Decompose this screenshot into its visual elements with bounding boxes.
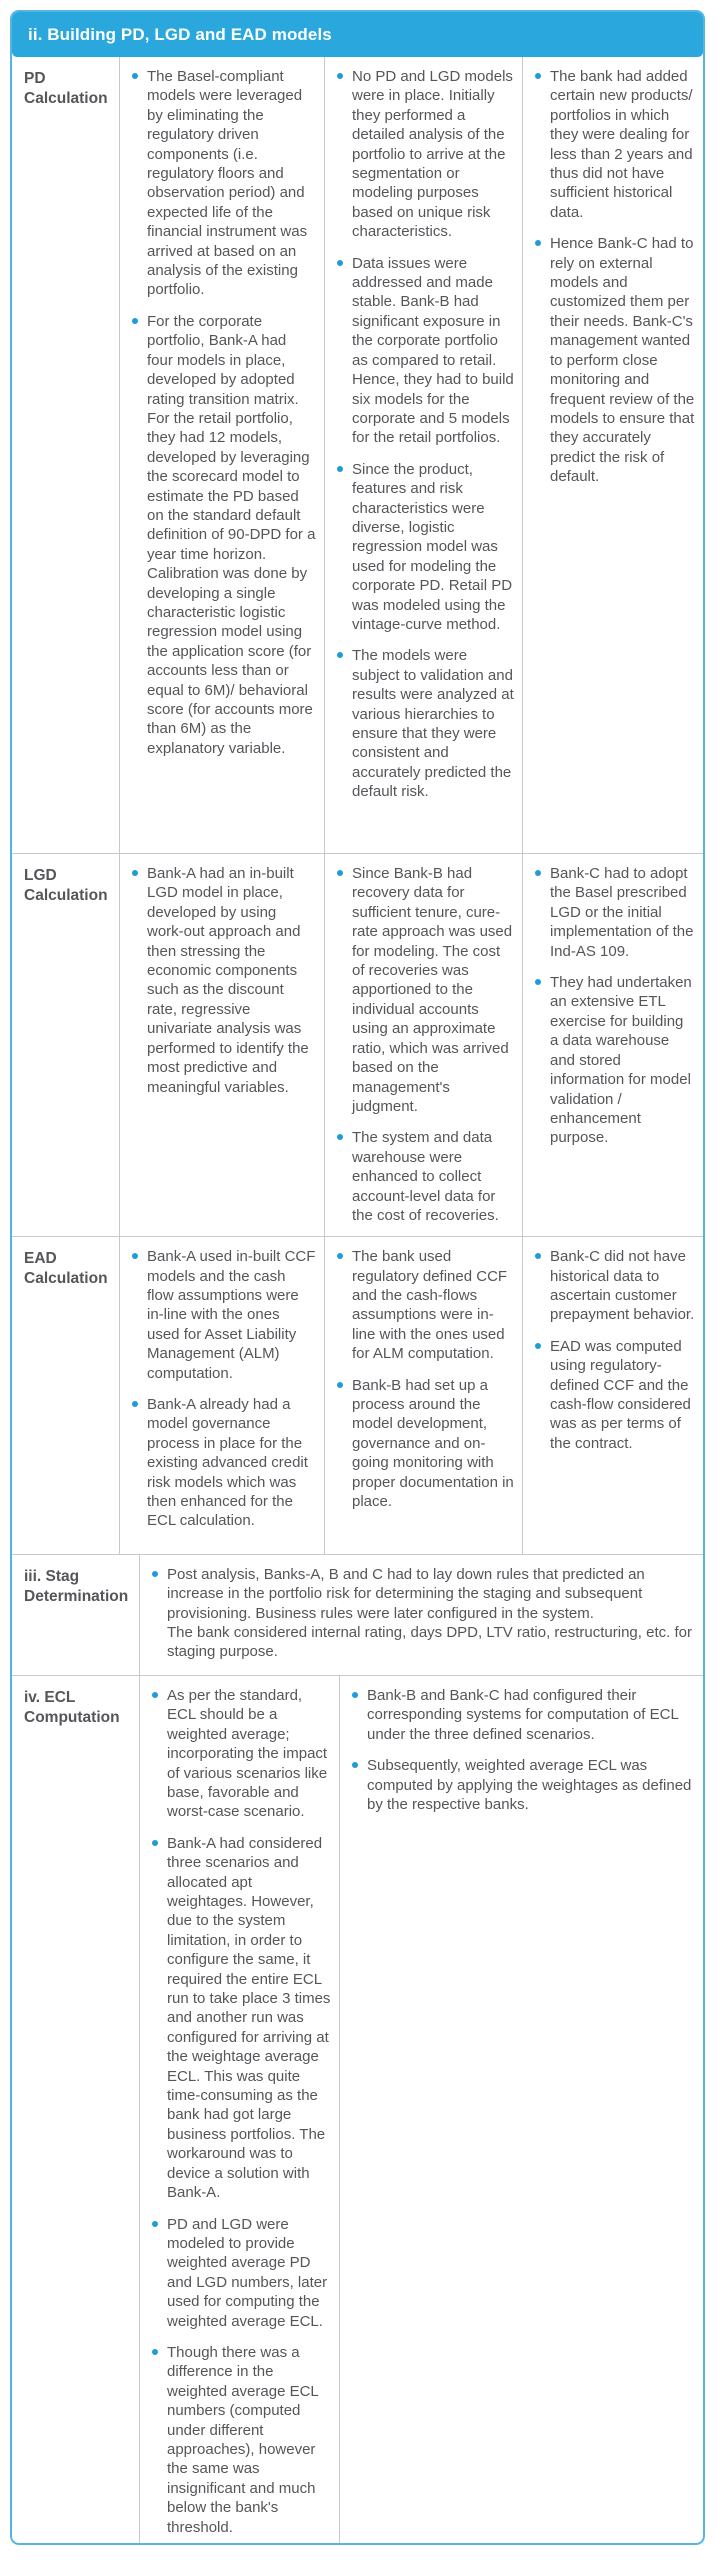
bullet-text: EAD was computed using regulatory-defined CCF and the cash-flow considered was as per terms of the contract. — [550, 1337, 691, 1452]
bullet-text: As per the standard, ECL should be a weighted average; incorporating the impact of various scenarios like base, favorable and worst-case scenario. — [167, 1686, 328, 1821]
bullet-item — [152, 2215, 331, 2331]
bullet-item — [535, 1337, 695, 1453]
bullet-list — [337, 864, 514, 1225]
bullet-icon — [337, 73, 343, 79]
bullet-icon — [132, 1401, 138, 1407]
row-label-ecl: iv. ECL Computation — [24, 1688, 120, 1726]
bullet-text: The bank considered internal rating, days DPD, LTV ratio, restructuring, etc. for staging purpose. — [167, 1624, 692, 1661]
bullet-icon — [535, 1253, 541, 1259]
bullet-icon — [337, 1253, 343, 1259]
bullet-text: No PD and LGD models were in place. Initially they performed a detailed analysis of the portfolio to arrive at the segmentation or modeling purposes based on unique risk characteristics. — [352, 68, 513, 241]
bullet-item — [152, 1686, 331, 1822]
bullet-item — [535, 67, 695, 222]
lgd-cell-bank-a — [119, 854, 324, 1236]
bullet-item — [152, 1834, 331, 2203]
bullet-item — [132, 1247, 316, 1383]
bullet-text: Bank-C did not have historical data to ascertain customer prepayment behavior. — [550, 1248, 695, 1324]
bullet-item — [132, 1395, 316, 1531]
lgd-cell-bank-b — [324, 854, 522, 1236]
bullet-item — [535, 1247, 695, 1325]
bullet-icon — [152, 2221, 158, 2227]
bullet-text: Bank-C had to adopt the Basel prescribed LGD or the initial implementation of the Ind-AS 109. — [550, 865, 694, 960]
bullet-icon — [152, 2349, 158, 2355]
table-row-pd-calculation — [12, 57, 703, 853]
lgd-cell-bank-c — [522, 854, 703, 1236]
stag-cell-all-banks — [139, 1555, 703, 1675]
bullet-list — [337, 1247, 514, 1511]
bullet-list — [535, 864, 695, 1148]
bullet-item — [337, 67, 514, 242]
bullet-icon — [337, 260, 343, 266]
bullet-item — [337, 1128, 514, 1225]
bullet-icon — [535, 870, 541, 876]
bullet-icon — [132, 870, 138, 876]
table-row-lgd-calculation — [12, 853, 703, 1236]
row-label-stag: iii. Stag Determination — [24, 1567, 129, 1605]
bullet-list — [132, 67, 316, 758]
ecl-cell-bank-a — [139, 1676, 339, 2543]
bullet-text: Subsequently, weighted average ECL was computed by applying the weightages as defined by the respective banks. — [367, 1757, 692, 1813]
bullet-item — [337, 1247, 514, 1363]
pd-cell-bank-c — [522, 57, 703, 853]
bullet-item — [352, 1686, 695, 1744]
bullet-text: Since the product, features and risk characteristics were diverse, logistic regression model was used for modeling the corporate PD. Retail PD was modeled using the vintage-curve method. — [352, 460, 513, 633]
bullet-item — [152, 1565, 695, 1623]
bullet-text: The bank used regulatory defined CCF and the cash-flows assumptions were in-line with the ones used for ALM computation. — [352, 1248, 508, 1363]
bullet-text: They had undertaken an extensive ETL exercise for building a data warehouse and stored information for model validation / enhancement purpose. — [550, 974, 692, 1147]
bullet-icon — [352, 1692, 358, 1698]
table-row-ecl-computation — [12, 1675, 703, 2543]
bullet-icon — [337, 652, 343, 658]
bullet-list — [352, 1686, 695, 1814]
bullet-list — [152, 1565, 695, 1662]
ead-cell-bank-b — [324, 1237, 522, 1554]
bullet-list — [535, 1247, 695, 1453]
bullet-text: The models were subject to validation and results were analyzed at various hierarchies to ensure that they were consistent and accurately predicted the default risk. — [352, 647, 514, 801]
bullet-text: Since Bank-B had recovery data for sufficient tenure, cure-rate approach was used for modeling. The cost of recoveries was apportioned to the individual accounts using an approximate ratio, which was arrived based on the management's judgment. — [352, 865, 513, 1115]
bullet-icon — [132, 318, 138, 324]
models-table — [10, 10, 705, 2545]
bullet-text: Bank-A had an in-built LGD model in place, developed by using work-out approach and then stressing the economic components such as the discount rate, regressive univariate analysis was performed to identify the most predictive and meaningful variables. — [147, 865, 309, 1096]
bullet-icon — [152, 1571, 158, 1577]
bullet-text: Bank-B and Bank-C had configured their corresponding systems for computation of ECL under the three defined scenarios. — [367, 1686, 679, 1743]
bullet-item — [132, 312, 316, 758]
bullet-item — [352, 1756, 695, 1814]
table-row-ead-calculation — [12, 1236, 703, 1554]
section-title: ii. Building PD, LGD and EAD models — [28, 24, 332, 44]
bullet-list — [132, 864, 316, 1097]
bullet-text: Bank-A already had a model governance process in place for the existing advanced credit risk models which was then enhanced for the ECL calculation. — [147, 1396, 308, 1530]
bullet-item — [337, 646, 514, 801]
bullet-item — [152, 2343, 331, 2537]
bullet-list — [132, 1247, 316, 1531]
bullet-icon — [132, 73, 138, 79]
bullet-text: Bank-A used in-built CCF models and the cash flow assumptions were in-line with the ones used for Asset Liability Management (ALM) computation. — [147, 1248, 316, 1382]
bullet-icon — [152, 1692, 158, 1698]
bullet-icon — [352, 1762, 358, 1768]
row-label-lgd: LGD Calculation — [24, 867, 108, 905]
bullet-text: The system and data warehouse were enhanced to collect account-level data for the cost of recoveries. — [352, 1129, 499, 1224]
bullet-item — [535, 234, 695, 486]
bullet-text: Bank-A had considered three scenarios and allocated apt weightages. However, due to the system limitation, in order to configure the same, it required the entire ECL run to take place 3 times and another run was configured for arriving at the weightage average ECL. This was quite time-consuming as the bank had got large business portfolios. The workaround was to device a solution with Bank-A. — [167, 1834, 331, 2202]
bullet-item — [337, 254, 514, 448]
row-label-pd: PD Calculation — [24, 70, 108, 107]
bullet-icon — [337, 466, 343, 472]
bullet-continuation — [152, 1623, 695, 1662]
bullet-text: PD and LGD were modeled to provide weighted average PD and LGD numbers, later used for computing the weighted average ECL. — [167, 2215, 328, 2330]
bullet-item — [337, 460, 514, 635]
bullet-text: Though there was a difference in the weighted average ECL numbers (computed under different approaches), however the same was insignificant and much below the bank's threshold. — [167, 2343, 319, 2536]
bullet-text: Post analysis, Banks-A, B and C had to lay down rules that predicted an increase in the portfolio risk for determining the staging and subsequent provisioning. Business rules were later configured in the system. — [167, 1565, 645, 1622]
bullet-text: The bank had added certain new products/ portfolios in which they were dealing for less than 2 years and thus did not have sufficient historical data. — [550, 68, 693, 221]
section-header — [12, 12, 703, 57]
bullet-icon — [152, 1840, 158, 1846]
bullet-text: Data issues were addressed and made stable. Bank-B had significant exposure in the corporate portfolio as compared to retail. Hence, they had to build six models for the corporate and 5 models for the retail portfolios. — [352, 254, 514, 447]
bullet-list — [535, 67, 695, 487]
bullet-icon — [337, 1134, 343, 1140]
bullet-item — [132, 864, 316, 1097]
bullet-icon — [337, 1382, 343, 1388]
bullet-item — [535, 973, 695, 1148]
bullet-item — [535, 864, 695, 961]
bullet-item — [132, 67, 316, 300]
bullet-icon — [535, 1343, 541, 1349]
pd-cell-bank-a — [119, 57, 324, 853]
bullet-list — [337, 67, 514, 802]
bullet-text: Hence Bank-C had to rely on external models and customized them per their needs. Bank-C's management wanted to perform close monitoring and frequent review of the models to ensure that they accurately predict the risk of default. — [550, 235, 695, 486]
bullet-icon — [535, 240, 541, 246]
bullet-icon — [337, 870, 343, 876]
bullet-item — [337, 864, 514, 1116]
bullet-icon — [535, 979, 541, 985]
bullet-text: Bank-B had set up a process around the model development, governance and on-going monitoring with proper documentation in place. — [352, 1376, 514, 1511]
pd-cell-bank-b — [324, 57, 522, 853]
bullet-icon — [132, 1253, 138, 1259]
bullet-list — [152, 1686, 331, 2537]
bullet-text: The Basel-compliant models were leveraged by eliminating the regulatory driven components (i.e. regulatory floors and observation period) and expected life of the financial instrument was arrived at based on an analysis of the existing portfolio. — [147, 68, 308, 299]
bullet-item — [337, 1376, 514, 1512]
ecl-cell-bank-b-c — [339, 1676, 703, 2543]
bullet-icon — [535, 73, 541, 79]
bullet-text: For the corporate portfolio, Bank-A had four models in place, developed by adopted rating transition matrix. For the retail portfolio, they had 12 models, developed by leveraging the scorecard model to estimate the PD based on the standard default definition of 90-DPD for a year time horizon. Calibration was done by developing a single characteristic logistic regression model using the application score (for accounts less than or equal to 6M)/ behavioral score (for accounts more than 6M) as the explanatory variable. — [147, 312, 316, 757]
table-row-stag-determination — [12, 1554, 703, 1675]
ead-cell-bank-a — [119, 1237, 324, 1554]
row-label-ead: EAD Calculation — [24, 1250, 108, 1288]
ead-cell-bank-c — [522, 1237, 703, 1554]
